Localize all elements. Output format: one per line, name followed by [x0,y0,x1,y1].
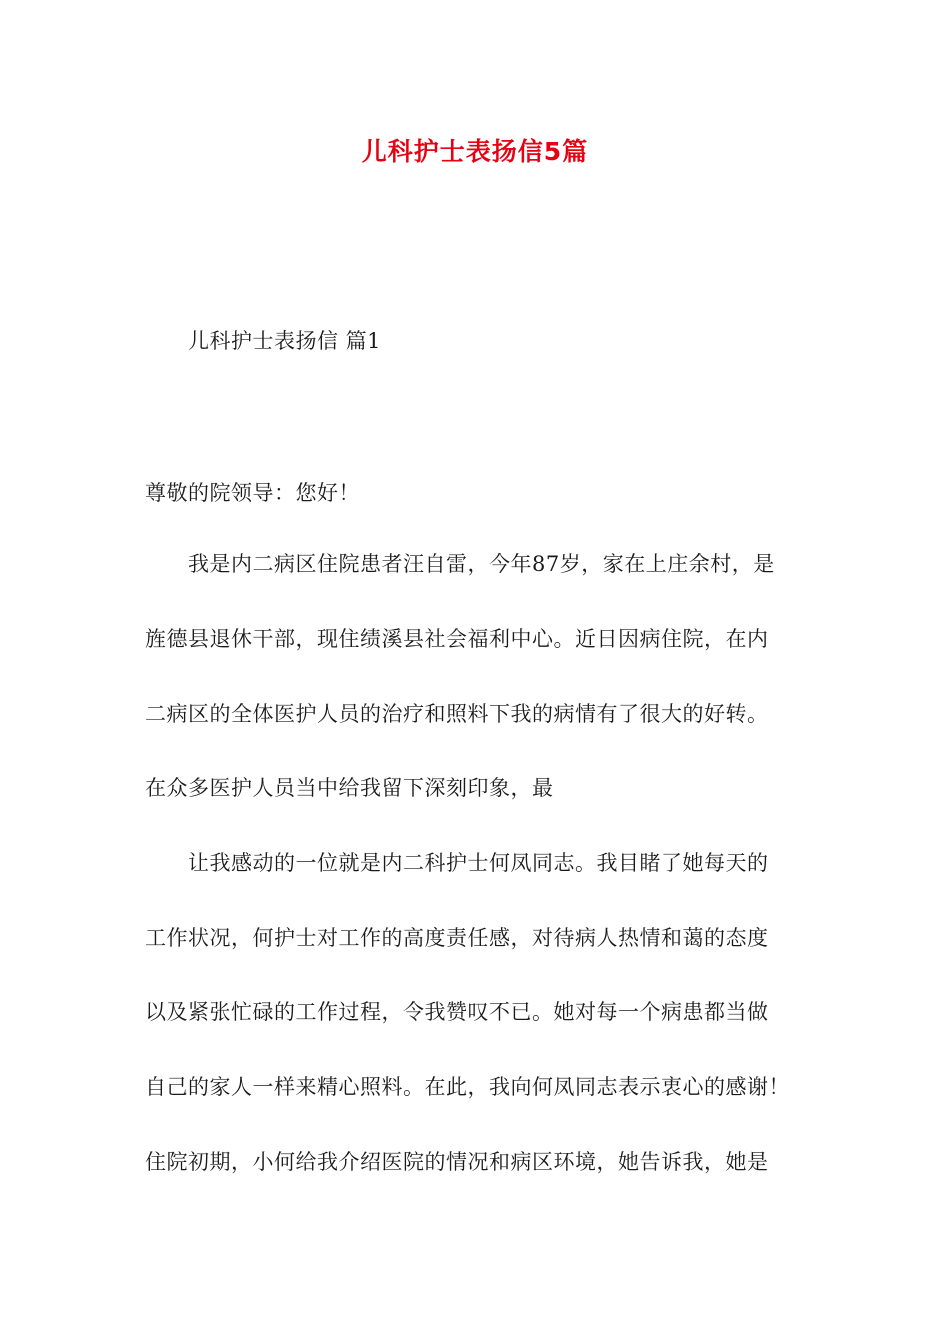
body-line: 以及紧张忙碌的工作过程，令我赞叹不已。她对每一个病患都当做 [145,1000,769,1024]
section-heading: 儿科护士表扬信 篇1 [188,329,382,353]
body-line: 让我感动的一位就是内二科护士何凤同志。我目睹了她每天的 [188,851,769,875]
body-line: 住院初期，小何给我介绍医院的情况和病区环境，她告诉我，她是 [145,1150,769,1174]
body-line: 自己的家人一样来精心照料。在此，我向何凤同志表示衷心的感谢！ [145,1075,790,1099]
body-line: 二病区的全体医护人员的治疗和照料下我的病情有了很大的好转。 [145,702,769,726]
body-line: 工作状况，何护士对工作的高度责任感，对待病人热情和蔼的态度 [145,926,769,950]
salutation: 尊敬的院领导：您好！ [145,481,360,505]
document-title: 儿科护士表扬信5篇 [361,137,589,166]
body-line: 我是内二病区住院患者汪自雷，今年87岁，家在上庄余村，是 [188,552,775,576]
body-line: 在众多医护人员当中给我留下深刻印象，最 [145,776,554,800]
body-line: 旌德县退休干部，现住绩溪县社会福利中心。近日因病住院，在内 [145,627,769,651]
